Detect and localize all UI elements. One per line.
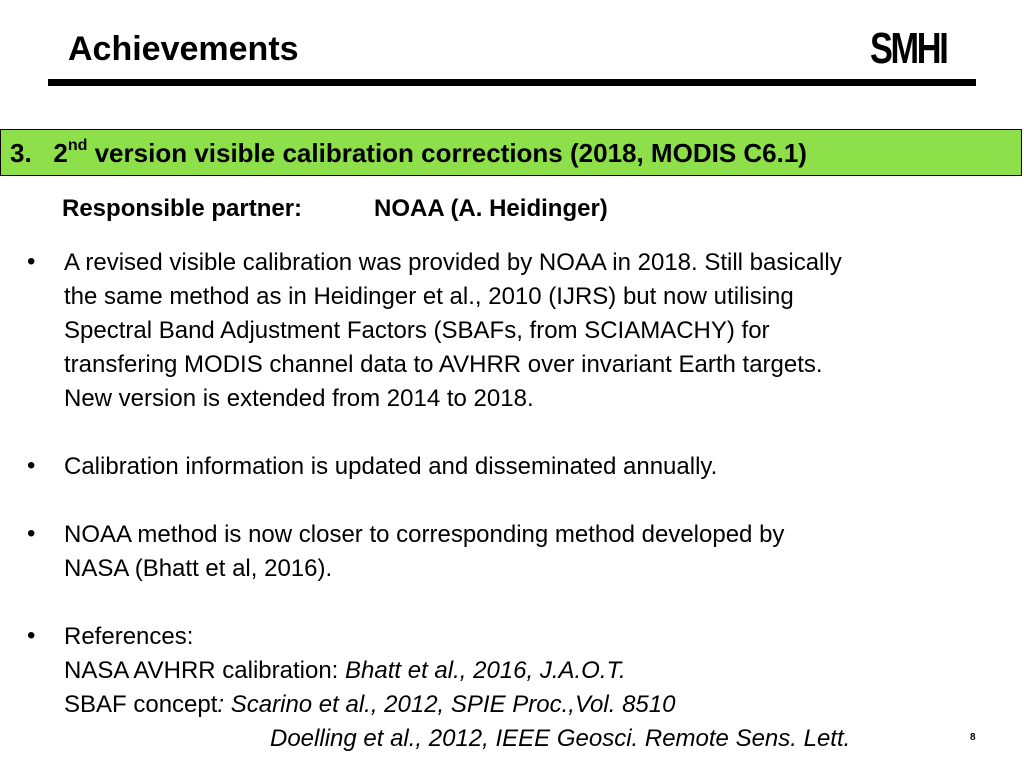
bullet-revised-calibration	[64, 246, 1004, 416]
bullet-references	[64, 620, 1004, 756]
bullet-marker: •	[27, 622, 36, 649]
bullet-line: New version is extended from 2014 to 2018.	[64, 385, 534, 412]
reference-citation: : Scarino et al., 2012, SPIE Proc.,Vol. 8510	[217, 691, 676, 718]
reference-citation: Bhatt et al., 2016, J.A.O.T.	[345, 657, 626, 684]
bullet-line: NASA (Bhatt et al, 2016).	[64, 555, 333, 582]
bullet-marker: •	[27, 248, 36, 275]
bullet-line: the same method as in Heidinger et al., 2010 (IJRS) but now utilising	[64, 283, 794, 310]
bullet-annual-update	[64, 450, 1004, 484]
section-heading	[10, 138, 807, 169]
slide-title: Achievements	[68, 30, 299, 68]
reference-label: NASA AVHRR calibration:	[64, 657, 346, 684]
reference-citation: Doelling et al., 2012, IEEE Geosci. Remote Sens. Lett.	[270, 725, 851, 752]
page-number: 8	[970, 732, 976, 743]
bullet-marker: •	[27, 452, 36, 479]
partner-value: NOAA (A. Heidinger)	[374, 195, 608, 222]
responsible-partner	[62, 195, 608, 223]
bullet-line: Spectral Band Adjustment Factors (SBAFs, from SCIAMACHY) for	[64, 317, 770, 344]
bullet-line: transfering MODIS channel data to AVHRR over invariant Earth targets.	[64, 351, 823, 378]
reference-item	[64, 688, 1004, 722]
bullet-marker: •	[27, 520, 36, 547]
section-ordinal: 2	[53, 138, 68, 168]
bullet-line: A revised visible calibration was provided by NOAA in 2018. Still basically	[64, 249, 842, 276]
bullet-line: NOAA method is now closer to corresponding method developed by	[64, 521, 785, 548]
reference-item	[64, 654, 1004, 688]
title-divider	[48, 79, 976, 86]
smhi-logo: SMHI	[870, 24, 947, 73]
section-ordinal-suffix: nd	[67, 137, 88, 155]
references-heading: References:	[64, 623, 194, 650]
section-number: 3.	[10, 138, 32, 168]
reference-label: SBAF concept	[64, 691, 218, 718]
partner-label: Responsible partner:	[62, 195, 303, 222]
reference-item	[64, 722, 1004, 756]
section-title: version visible calibration corrections (2018, MODIS C6.1)	[87, 138, 807, 168]
bullet-nasa-method	[64, 518, 1004, 586]
bullet-line: Calibration information is updated and disseminated annually.	[64, 453, 718, 480]
